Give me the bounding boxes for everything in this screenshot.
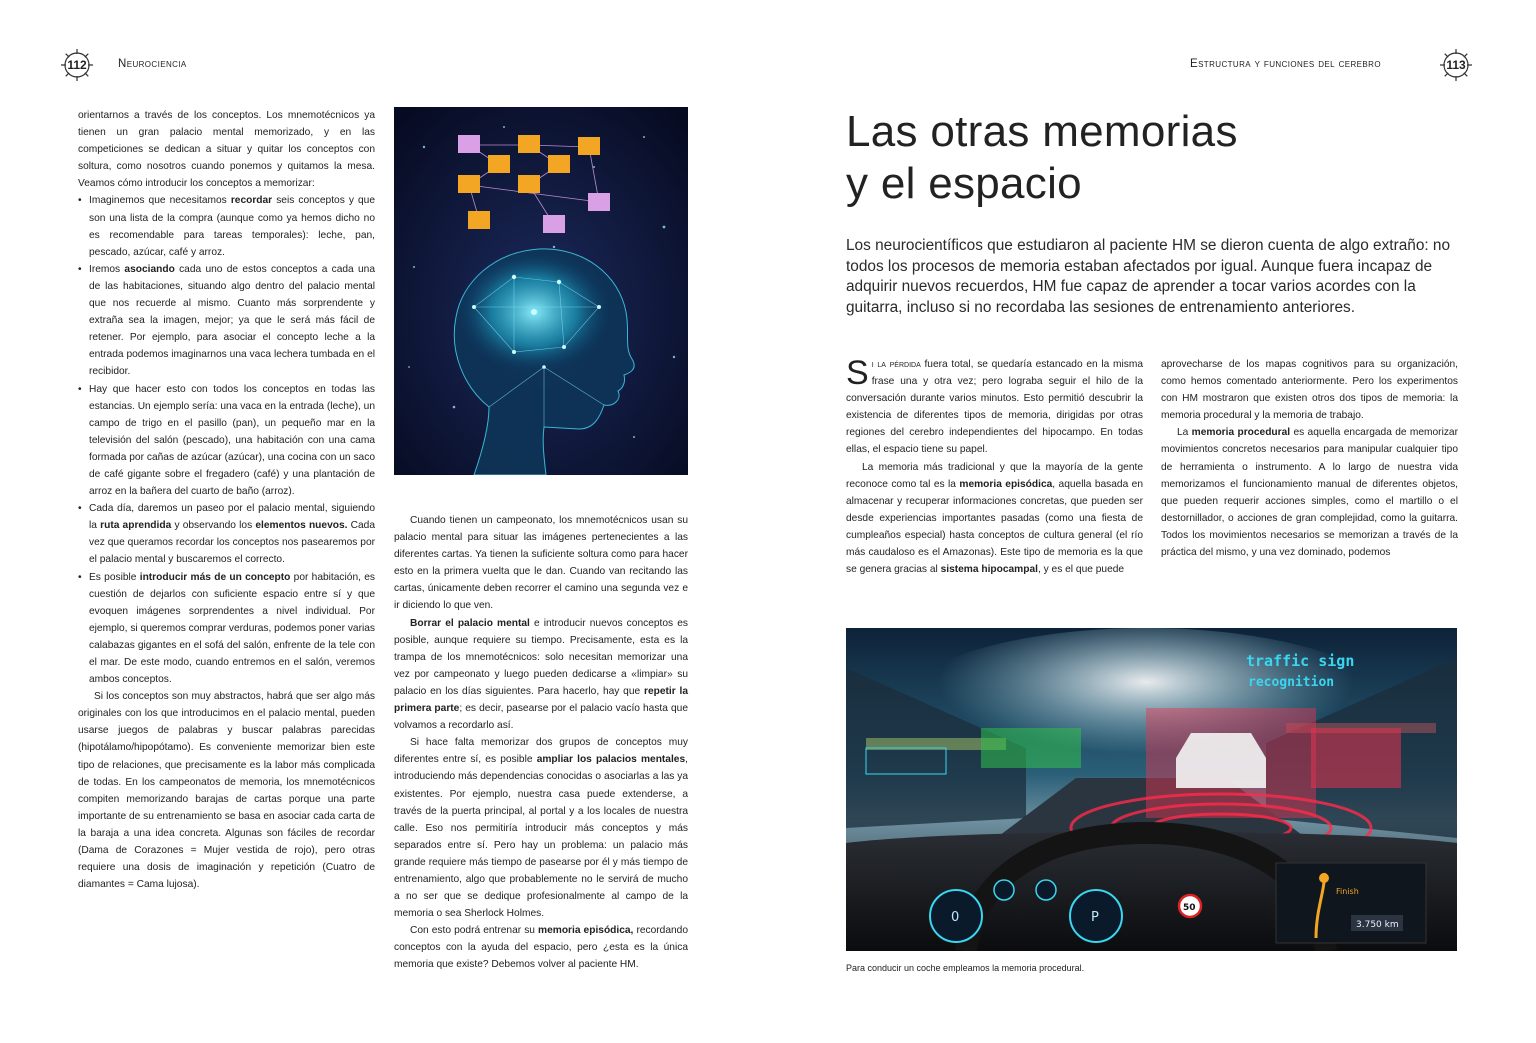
text-run: Con esto podrá entrenar su — [410, 925, 539, 937]
page-number: 113 — [1446, 58, 1466, 72]
brain-network-illustration — [394, 107, 688, 475]
text-column-4 — [1161, 356, 1458, 561]
speed-limit-value: 50 — [1183, 903, 1196, 913]
paragraph — [394, 734, 688, 922]
text-run: es aquella encargada de memorizar movimientos concretos necesarios para manipular cualquier tipo de herramienta o instrumento. A lo largo de nuestra vida memorizamos el funcionamiento manual de diferentes objetos, que pueden requerir acciones simples, como el martillo o el destornillador, o acciones de gran complejidad, como la guitarra. Todos los movimientos necesarios se memorizan a través de la práctica del mismo, y una vez dominado, podemos — [1161, 427, 1458, 559]
paragraph: orientarnos a través de los conceptos. Los mnemotécnicos ya tienen un gran palacio mental memorizado, y en las competiciones se dedican a situar y quitar los conceptos con soltura, como nosotros cuando ponemos y quitamos la mesa. Veamos cómo introducir los conceptos a memorizar: — [78, 110, 375, 190]
bold-run: elementos nuevos. — [255, 520, 348, 532]
text-run: Hay que hacer esto con todos los conceptos en todas las estancias. Un ejemplo sería: una vaca en la entrada (leche), un campo de trigo en el pasillo (pan), un pequeño mar en la televisión del salón (pescado), una habitación con una cama formada por cañas de azúcar (azúcar), una cocina con un saco de café gigante sobre el fregadero (café) y una plantación de arroz en la bañera del cuarto de baño (arroz). — [89, 383, 375, 498]
bold-run: recordar — [230, 195, 273, 207]
bold-run: memoria episódica — [959, 478, 1053, 490]
paragraph — [1161, 424, 1458, 561]
bold-run: memoria procedural — [1191, 427, 1291, 439]
bold-run: introducir más de un concepto — [139, 571, 291, 583]
nav-destination: Finish — [1336, 887, 1359, 896]
text-run: Iremos — [89, 263, 125, 275]
bold-run: asociando — [124, 263, 175, 275]
list-item — [78, 192, 375, 260]
intro-lead: Los neurocientíficos que estudiaron al paciente HM se dieron cuenta de algo extraño: no todos los procesos de memoria estaban afectados por igual. Aunque fuera incapaz de adquirir nuevos recuerdos, HM fue capaz de aprender a tocar varios acordes con la guitarra, incluso si no recordaba las sesiones de entrenamiento anteriores. — [846, 237, 1451, 316]
running-head-right: Estructura y funciones del cerebro — [1190, 58, 1381, 70]
paragraph: Cuando tienen un campeonato, los mnemotécnicos usan su palacio mental para situar las imágenes pertenecientes a las diferentes cartas. Ya tienen la suficiente soltura como para hacer esto en la primera vuelta que le dan. Cuando van recitando las cartas, únicamente deben recorrer el camino una segunda vez e ir diciendo lo que ven. — [394, 515, 688, 612]
text-run: recordando conceptos con la ayuda del espacio, pero ¿esta es la única memoria que existe? Debemos volver al paciente HM. — [394, 925, 688, 971]
page-number: 112 — [67, 58, 87, 72]
text-run: Si hace falta memorizar dos grupos de conceptos muy diferentes entre sí, es posible — [394, 737, 688, 766]
page-number-badge-right — [1436, 45, 1476, 85]
text-run: cada uno de estos conceptos a cada una de las habitaciones, situando algo dentro del palacio mental que nos recuerde al mismo. Cuanto más sorprendente y extraña sea la imagen, mejor; ya que le será más fácil de retener. Por ejemplo, para asociar el concepto leche a la entrada podemos imaginarnos una vaca lechera tumbada en el recibidor. — [89, 263, 376, 378]
list-item — [78, 381, 375, 501]
car-dashboard-photo — [846, 628, 1457, 951]
text-run: Imaginemos que necesitamos — [89, 195, 231, 207]
paragraph — [394, 615, 688, 735]
paragraph — [846, 356, 1143, 459]
brain-head-image — [394, 107, 688, 475]
bold-run: ampliar los palacios mentales — [536, 754, 686, 766]
text-run: , aquella basada en almacenar y recuperar informaciones concretas, que pueden ser desde experiencias importantes pasadas (como una fiesta de cumpleaños especial) hasta conceptos de cultura general (el río más caudaloso es el Amazonas). Este tipo de memoria es la que se genera gracias al — [846, 478, 1143, 576]
title-line: y el espacio — [846, 159, 1082, 208]
drop-cap: S — [846, 354, 869, 392]
running-head-left: Neurociencia — [118, 58, 187, 70]
text-column-1 — [78, 107, 375, 893]
small-caps-run: i la pérdida — [871, 359, 921, 370]
title-line: Las otras memorias — [846, 107, 1238, 156]
paragraph — [394, 922, 688, 973]
bold-run: repetir la primera parte — [394, 685, 688, 715]
bold-run: sistema hipocampal — [940, 564, 1038, 576]
text-run: por habitación, es cuestión de dejarlos con suficiente espacio entre sí y que evoquen imágenes sorprendentes a nivel individual. Por ejemplo, si queremos comprar verduras, podemos poner varias calabazas gigantes en el sofá del salón, enfrente de la tele con el mar. De este modo, cuando entremos en el salón, veremos ambos conceptos. — [89, 571, 375, 686]
text-column-3 — [846, 356, 1143, 578]
location-pin-icon — [1319, 873, 1329, 883]
text-run: seis conceptos y que son una lista de la compra (aunque como ya hemos dicho no es recomendable para tareas temporales): leche, pan, pescado, azúcar, café y arroz. — [89, 195, 375, 258]
nav-distance: 3.750 km — [1356, 920, 1399, 930]
hud-label-line2: recognition — [1248, 675, 1335, 690]
bold-run: memoria episódica, — [538, 925, 634, 937]
paragraph: aprovecharse de los mapas cognitivos para su organización, como hemos comentado anteriormente. Pero los experimentos con HM mostraron que existen otros dos tipos de memoria: la memoria procedural y la memoria de trabajo. — [1161, 359, 1458, 422]
bold-run: ruta aprendida — [100, 520, 172, 532]
hud-label-line1: traffic sign — [1246, 652, 1355, 670]
text-run: , y es el que puede — [1037, 564, 1125, 576]
text-run: Es posible — [89, 571, 140, 583]
list-item — [78, 569, 375, 689]
text-run: Cada vez que queramos recordar los conceptos nos pasearemos por el palacio mental y buscaremos el correcto. — [89, 520, 375, 566]
list-item — [78, 500, 375, 568]
text-column-2 — [394, 512, 688, 974]
page-number-badge-left — [57, 45, 97, 85]
image-caption: Para conducir un coche empleamos la memoria procedural. — [846, 963, 1085, 973]
gauge-label: P — [1091, 910, 1099, 925]
text-run: La — [1177, 427, 1192, 439]
bold-run: Borrar el palacio mental — [410, 617, 530, 629]
text-run: fuera total, se quedaría estancado en la misma frase una y otra vez; pero lograba seguir el hilo de la conversación durante varios minutos. Esto permitió descubrir la existencia de diferentes tipos de memoria, dirigidas por otras regiones del cerebro independientes del hipocampo. En todas ellas, el espacio tiene su papel. — [846, 359, 1143, 456]
paragraph — [846, 459, 1143, 579]
text-run: , introduciendo más dependencias conocidas o asociarlas a las ya existentes. Por ejemplo, nuestra casa puede extenderse, a través de la puerta principal, al portal y a los locales de nuestra calle. Eso nos permitiría introducir más conceptos y más separados entre sí. Pero hay un problema: un palacio más grande requiere más tiempo de pasearse por él y más tiempo de entrenamiento, algo que probablemente no le servirá de mucho a no ser que se dedique profesionalmente al campo de la memoria o sea Sherlock Holmes. — [394, 754, 688, 920]
gauge-label: 0 — [951, 910, 960, 925]
article-title — [846, 106, 1238, 210]
text-run: Cada día, daremos un paseo por el palacio mental, siguiendo la — [89, 503, 375, 532]
paragraph: Si los conceptos son muy abstractos, habrá que ser algo más originales con los que introducimos en el palacio mental, pueden usarse juegos de palabras y buscar palabras parecidas (hipotálamo/hipopótamo). Es conveniente memorizar bien este tipo de relaciones, que precisamente es la labor más complicada de todas. En los campeonatos de memoria, los mnemotécnicos compiten memorizando barajas de cartas porque una parte importante de su entrenamiento se basa en asociar cada carta de la baraja a una idea concreta. Algunas son fáciles de recordar (Dama de Corazones = Mujer vestida de rojo), pero otras requiere una dosis de imaginación y repetición (Cuatro de diamantes = Cama lujosa). — [78, 691, 375, 891]
driver-view-image — [846, 628, 1457, 951]
list-item — [78, 261, 375, 381]
text-run: La memoria más tradicional y que la mayoría de la gente reconoce como tal es la — [846, 461, 1143, 490]
bullet-list — [78, 192, 375, 688]
text-run: y observando los — [171, 520, 256, 532]
text-run: e introducir nuevos conceptos es posible, aunque requiere su tiempo. Precisamente, esta es la trampa de los mnemotécnicos: solo necesitan memorizar una vez por campeonato y luego pueden dedicarse a «limpiar» su palacio en los días siguientes. Para hacerlo, hay que — [394, 617, 688, 697]
text-run: ; es decir, pasearse por el palacio vacío hasta que volvamos a recordarlo así. — [394, 703, 688, 732]
